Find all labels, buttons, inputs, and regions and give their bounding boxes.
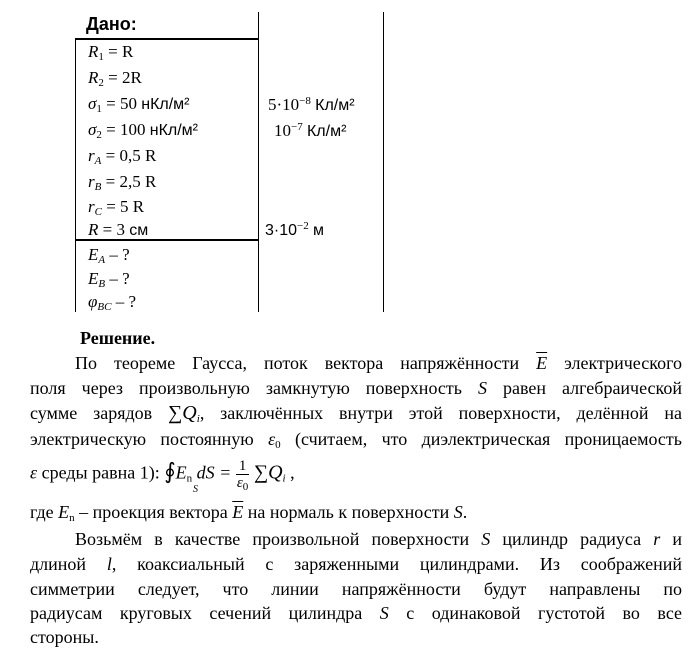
given-row-ra: $r_A = 0,5$ R (88, 146, 157, 167)
given-row-rb: $r_B = 2,5$ R (88, 172, 157, 193)
unknown-EA: $E_A$ – ? (88, 245, 130, 266)
given-row-r1: $R_1 = R$ (88, 42, 134, 63)
given-top-rule (75, 38, 259, 40)
solution-line-7: Возьмём в качестве произвольной поверхности S цилиндр радиуса r и (75, 529, 683, 549)
solution-line-3: сумме зарядов $\sum Q_i$, заключённых внутри этой поверхности, делённой на (30, 402, 682, 425)
si-vertical-rule (383, 12, 384, 312)
given-vertical-rule (258, 12, 259, 312)
unknown-EB: $E_B$ – ? (88, 269, 130, 290)
solution-line-2: поля через произвольную замкнутую поверхность S равен алгебраической (30, 378, 683, 398)
oint-surface-label: S (193, 484, 198, 495)
given-header: Дано: (86, 14, 137, 34)
si-sigma2: $10^{-7}$ Кл/м² (274, 121, 347, 140)
unknown-phiBC: $\varphi_{BC}$ – ? (88, 292, 137, 313)
solution-line-8: длиной l, коаксиальный с заряженными цилиндрами. Из соображений (30, 554, 682, 574)
solution-line-1: По теореме Гаусса, поток вектора напряжённости $\overline{E}$ электрического (75, 353, 682, 373)
given-row-sigma2: $\sigma_2 = 100$ нКл/м² (88, 120, 198, 141)
solution-line-4: электрическую постоянную $\varepsilon_0$ (считаем, что диэлектрическая проницаемость (30, 429, 682, 451)
given-row-R: R = 3 см (88, 220, 149, 239)
given-left-edge (75, 38, 76, 312)
solution-line-10: радиусам круговых сечений цилиндра S с одинаковой густотой во все (30, 603, 683, 623)
given-row-r2: $R_2 = 2R$ (88, 68, 142, 89)
solution-line-5-gauss-formula: ε среды равна 1): $∮E_n$ dS = $\frac{1}{\varepsilon_0}$ $\sum Q_i$ , (30, 458, 295, 493)
given-row-sigma1: $\sigma_1 = 50$ нКл/м² (88, 94, 190, 115)
given-row-rc: $r_C = 5$ R (88, 197, 145, 218)
solution-line-11: стороны. (30, 627, 99, 647)
solution-line-6: где $E_n$ – проекция вектора $\overline{E}$ на нормаль к поверхности S. (30, 502, 468, 524)
si-R: $3\cdot 10^{-2}$ м (265, 220, 324, 239)
solution-line-9: симметрии следует, что линии напряжённости будут направлены по (30, 579, 682, 599)
solution-header: Решение. (80, 328, 156, 348)
si-sigma1: $5\cdot 10^{-8}$ Кл/м² (268, 95, 355, 114)
